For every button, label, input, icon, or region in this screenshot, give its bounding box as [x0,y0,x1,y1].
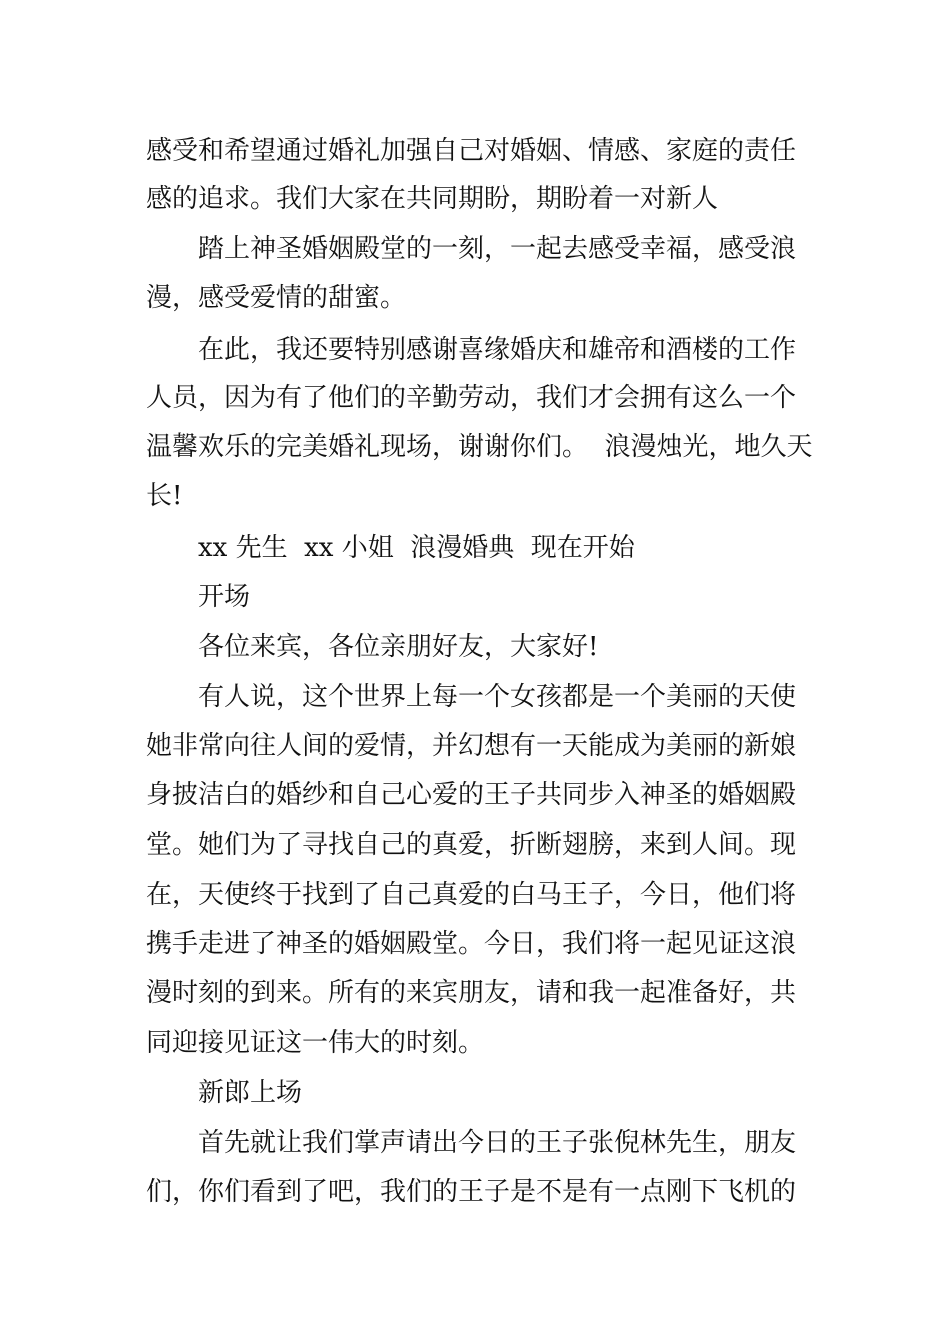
text-line: 漫时刻的到来。所有的来宾朋友，请和我一起准备好，共 [146,978,797,1008]
text-line: 同迎接见证这一伟大的时刻。 [146,1028,485,1058]
text-line: 新郎上场 [198,1078,303,1108]
text-line: 人员，因为有了他们的辛勤劳动，我们才会拥有这么一个 [146,383,797,413]
text-line: 有人说，这个世界上每一个女孩都是一个美丽的天使 [198,682,797,712]
text-line: 携手走进了神圣的婚姻殿堂。今日，我们将一起见证这浪 [146,929,797,959]
text-line: 们，你们看到了吧，我们的王子是不是有一点刚下飞机的 [146,1177,797,1207]
text-line: 她非常向往人间的爱情，并幻想有一天能成为美丽的新娘 [146,731,797,761]
text-line: 开场 [198,582,251,612]
text-line: 踏上神圣婚姻殿堂的一刻，一起去感受幸福，感受浪 [198,234,797,264]
text-line: 漫，感受爱情的甜蜜。 [146,283,407,313]
text-line: 在，天使终于找到了自己真爱的白马王子，今日，他们将 [146,880,797,910]
text-line: 首先就让我们掌声请出今日的王子张倪林先生，朋友 [198,1128,797,1158]
text-line: 感受和希望通过婚礼加强自己对婚姻、情感、家庭的责任 [146,136,797,166]
text-line: 身披洁白的婚纱和自己心爱的王子共同步入神圣的婚姻殿 [146,780,797,810]
text-line: 堂。她们为了寻找自己的真爱，折断翅膀，来到人间。现 [146,830,797,860]
text-line: 在此，我还要特别感谢喜缘婚庆和雄帝和酒楼的工作 [198,335,797,365]
text-line: 感的追求。我们大家在共同期盼，期盼着一对新人 [146,184,719,214]
text-line: 温馨欢乐的完美婚礼现场，谢谢你们。 浪漫烛光，地久天 [146,432,813,462]
text-line: 长! [146,481,183,511]
text-line: 各位来宾，各位亲朋好友，大家好! [198,632,599,662]
text-line: xx 先生 xx 小姐 浪漫婚典 现在开始 [198,533,635,563]
